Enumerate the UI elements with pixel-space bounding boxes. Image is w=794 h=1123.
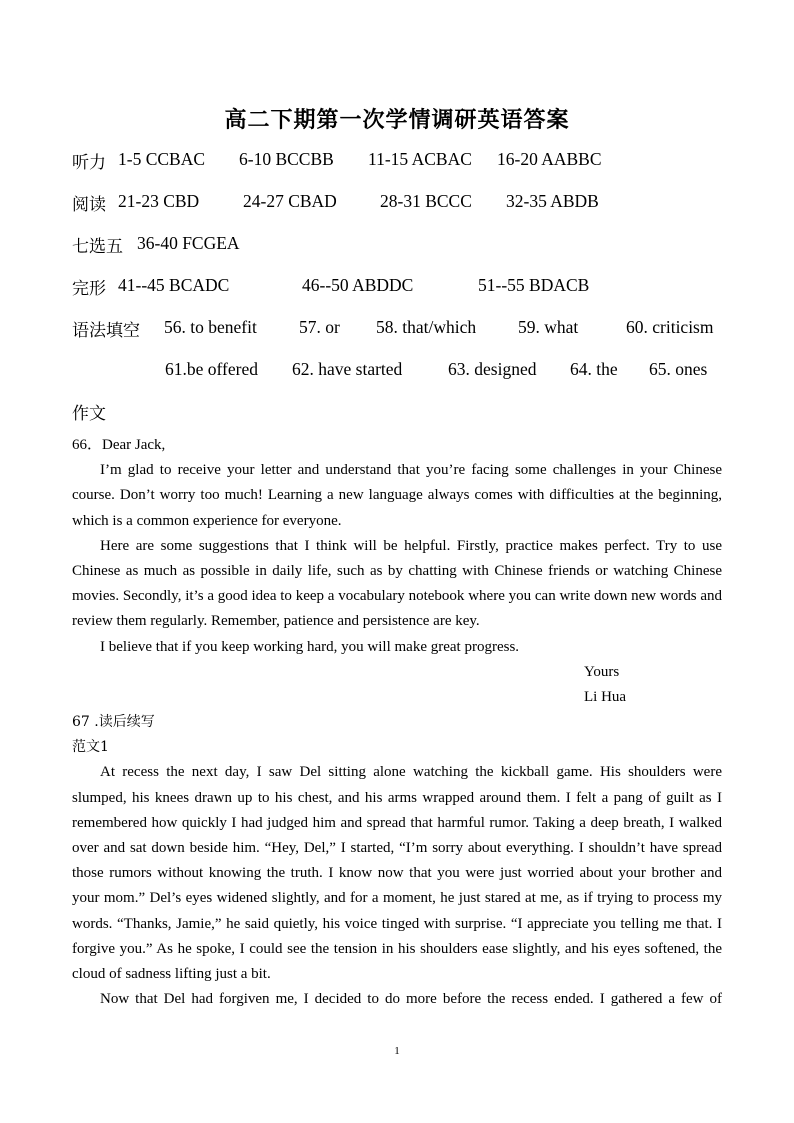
grammar-answer: 58. that/which (376, 317, 477, 337)
listening-group: 1-5 CCBAC (118, 149, 206, 169)
listening-group: 6-10 BCCBB (239, 149, 334, 169)
grammar-answer: 59. what (518, 317, 579, 337)
cloze-group: 46--50 ABDDC (302, 275, 414, 295)
reading-group: 28-31 BCCC (380, 191, 472, 211)
seven-choose-five-group: 36-40 FCGEA (137, 233, 240, 253)
seven-choose-five-row (72, 232, 732, 256)
reading-group: 24-27 CBAD (243, 191, 337, 211)
writing-label: 作文 (72, 404, 106, 424)
essay-66 (72, 433, 722, 710)
cloze-row (72, 274, 732, 298)
reading-label: 阅读 (72, 195, 106, 215)
seven-choose-five-label: 七选五 (72, 237, 123, 257)
essay-paragraph: At recess the next day, I saw Del sitting alone watching the kickball game. His shoulders were slumped, his knees drawn up to his chest, and his arms wrapped around them. I felt a pang of guilt as I remembered how quickly I had judged him and spread that harmful rumor. Taking a deep breath, I walked over and sat down beside him. “Hey, Del,” I started, “I’m sorry about everything. I shouldn’t have spread those rumors without knowing the truth. I know now that you were just worried about your brother and your mom.” Del’s eyes widened slightly, and for a moment, he just stared at me, as if trying to process my words. “Thanks, Jamie,” he said quietly, his voice tinged with surprise. “I appreciate you telling me that. I forgive you.” As he spoke, I could see the tension in his shoulders ease slightly, and his eyes softened, the cloud of sadness lifting just a bit. (72, 764, 722, 983)
listening-label: 听力 (72, 153, 106, 173)
sample-label: 范文1 (72, 739, 109, 756)
writing-section (72, 399, 106, 424)
reading-group: 32-35 ABDB (506, 191, 599, 211)
essay-paragraph: Now that Del had forgiven me, I decided to do more before the recess ended. I gathered a few of (100, 991, 722, 1008)
grammar-label: 语法填空 (72, 321, 140, 341)
reading-group: 21-23 CBD (118, 191, 200, 211)
essay-closing: Yours (584, 663, 620, 680)
listening-group: 11-15 ACBAC (368, 149, 472, 169)
grammar-row-1 (72, 316, 732, 340)
grammar-answer: 64. the (570, 359, 618, 379)
cloze-label: 完形 (72, 279, 106, 299)
cloze-group: 41--45 BCADC (118, 275, 230, 295)
listening-row (72, 148, 732, 172)
reading-row (72, 190, 732, 214)
essay-paragraph: I believe that if you keep working hard, you will make great progress. (100, 638, 520, 655)
essay-67-heading: 67 .读后续写 (72, 714, 155, 730)
essay-paragraph: I’m glad to receive your letter and understand that you’re facing some challenges in your Chinese course. Don’t worry too much! Learning a new language always comes with difficulties at the beginning, which is a common experience for everyone. (72, 462, 722, 529)
essay-66-salutation: 66．Dear Jack, (72, 437, 166, 453)
grammar-answer: 62. have started (292, 359, 403, 379)
grammar-answer: 63. designed (448, 359, 537, 379)
grammar-answer: 65. ones (649, 359, 708, 379)
page-number: 1 (394, 1045, 400, 1057)
cloze-group: 51--55 BDACB (478, 275, 590, 295)
grammar-answer: 60. criticism (626, 317, 714, 337)
grammar-answer: 57. or (299, 317, 340, 337)
grammar-row-2 (72, 358, 732, 382)
listening-group: 16-20 AABBC (497, 149, 602, 169)
grammar-answer: 56. to benefit (164, 317, 257, 337)
page-title: 高二下期第一次学情调研英语答案 (224, 107, 570, 133)
essay-67 (72, 710, 722, 1012)
essay-paragraph: Here are some suggestions that I think will be helpful. Firstly, practice makes perfect. Try to use Chinese as much as possible in daily life, such as by chatting with Chinese friends or watching Chinese movies. Secondly, it’s a good idea to keep a vocabulary notebook where you can write down new words and review them regularly. Remember, patience and persistence are key. (72, 537, 722, 630)
grammar-answer: 61.be offered (165, 359, 258, 379)
essay-signature: Li Hua (584, 689, 627, 706)
